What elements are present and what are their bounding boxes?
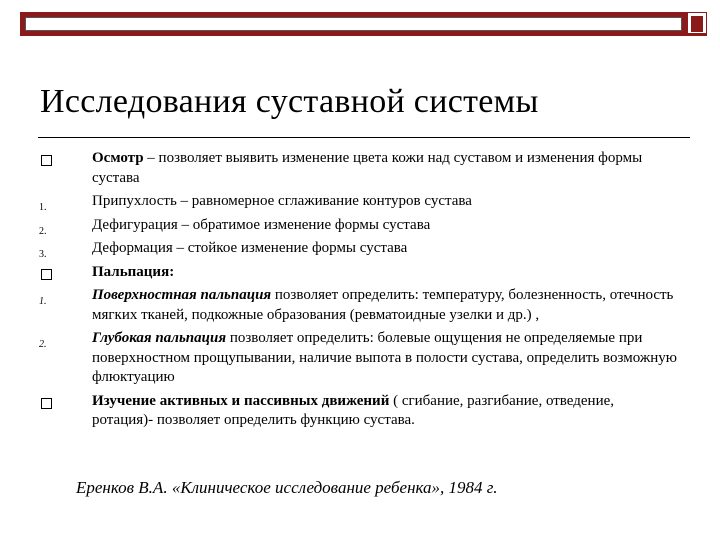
item-number: 2. [39,339,47,350]
list-item [38,286,678,325]
list-item [38,149,678,188]
item-number: 1. [39,296,47,307]
square-bullet-icon [38,149,68,173]
item-text: позволяет определить: болевые ощущения не определяемые при поверхностном прощупывании, наличие выпота в полости сустава, определить возможную флюктуацию [92,330,677,385]
list-item [38,263,678,283]
item-label: Глубокая пальпация [92,330,227,346]
square-bullet-icon [38,263,68,287]
item-text: Припухлость – равномерное сглаживание контуров сустава [92,193,472,209]
title-divider [38,137,690,138]
slide-title: Исследования суставной системы [40,83,539,120]
item-label: Осмотр [92,150,144,166]
item-number: 3. [39,249,47,260]
reference-citation: Еренков В.А. «Клиническое исследование ребенка», 1984 г. [76,478,498,497]
list-item [38,329,678,388]
list-item [38,392,678,431]
list-item [38,216,678,236]
item-number: 1. [39,202,47,213]
list-item [38,239,678,259]
item-label: Поверхностная пальпация [92,287,272,303]
bullet-list [38,149,678,431]
item-text: – позволяет выявить изменение цвета кожи над суставом и изменения формы сустава [92,150,643,186]
item-label: Изучение активных и пассивных движений [92,392,390,409]
header-underline [20,33,707,36]
square-bullet-icon [38,392,68,416]
item-text: ( сгибание, разгибание, отведение, ротация)- позволяет определить функцию сустава. [92,392,615,428]
item-text: позволяет определить: температуру, болезненность, отечность мягких тканей, подкожные образования (ревматоидные узелки и др.) , [92,287,674,323]
item-number: 2. [39,225,47,237]
item-text: Дефигурация – обратимое изменение формы сустава [92,216,431,233]
item-text: Деформация – стойкое изменение формы сустава [92,240,408,256]
list-item [38,192,678,212]
item-label: Пальпация: [92,263,175,280]
